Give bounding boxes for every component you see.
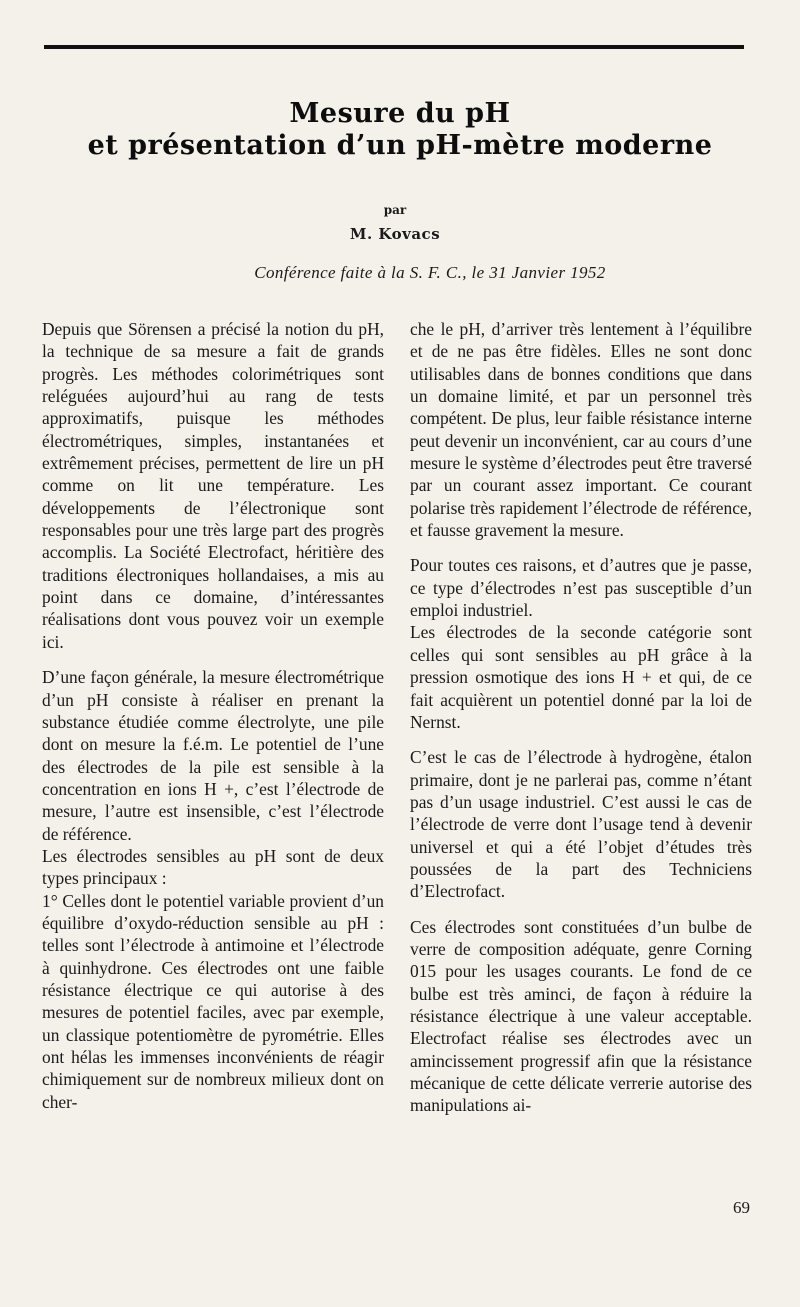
article-title-line-2: et présentation d’un pH-mètre moderne <box>87 130 713 161</box>
paragraph: Les électrodes sensibles au pH sont de deux types principaux : <box>42 845 384 889</box>
paragraph: C’est le cas de l’électrode à hydrogène, étalon primaire, dont je ne parlerai pas, comme n’étant pas d’un usage industriel. C’est aussi le cas de l’électrode de verre dont l’usage tend à devenir universel et qui a été l’objet d’études très poussées de la part des Techniciens d’Electrofact. <box>410 747 752 902</box>
paragraph: 1° Celles dont le potentiel variable provient d’un équilibre d’oxydo-réduction sensible au pH : telles sont l’électrode à antimoine et l’électrode à quinhydrone. Ces électrodes ont une faible résistance électrique ce qui autorise à des mesures de potentiel faciles, avec par exemple, un classique potentiomètre de pyrométrie. Elles ont hélas les immenses inconvénients de réagir chimiquement sur de nombreux milieux dont on cher- <box>42 890 384 1112</box>
conference-note: Conférence faite à la S. F. C., le 31 Janvier 1952 <box>254 263 606 282</box>
paragraph: Ces électrodes sont constituées d’un bulbe de verre de composition adéquate, genre Corning 015 pour les usages courants. Le fond de ce bulbe est très aminci, de façon à réduire la résistance électrique à une valeur acceptable. Electrofact réalise ses électrodes avec un amincissement progressif afin que la résistance mécanique de cette délicate verrerie autorise des manipulations ai- <box>410 916 752 1116</box>
paragraph: Depuis que Sörensen a précisé la notion du pH, la technique de sa mesure a fait de grands progrès. Les méthodes colorimétriques sont reléguées aujourd’hui au rang de tests approximatifs, puisque les méthodes électrométriques, simples, instantanées et extrêmement précises, permettent de lire un pH comme on lit une température. Les développements de l’électronique sont responsables pour une très large part des progrès accomplis. La Société Electrofact, héritière des traditions électroniques hollandaises, a mis au point dans ce domaine, d’intéressantes réalisations dont vous pouvez voir un exemple ici. <box>42 319 384 652</box>
paragraph: D’une façon générale, la mesure électrométrique d’un pH consiste à réaliser en prenant la substance étudiée comme électrolyte, une pile dont on mesure la f.é.m. Le potentiel de l’une des électrodes de la pile est sensible à la concentration en ions H +, c’est l’électrode de mesure, l’autre est insensible, c’est l’électrode de référence. <box>42 667 384 844</box>
top-rule <box>44 45 744 49</box>
byline-par: par <box>383 203 407 217</box>
paragraph: che le pH, d’arriver très lentement à l’équilibre et de ne pas être fidèles. Elles ne sont donc utilisables dans de bonnes conditions que dans un domaine limité, et par un personnel très compétent. De plus, leur faible résistance interne peut devenir un inconvénient, car au cours d’une mesure le système d’électrodes peut être traversé par un courant assez important. Ce courant polarise très rapidement l’électrode de référence, et fausse gravement la mesure. <box>410 319 752 541</box>
left-column <box>42 318 384 1113</box>
right-column <box>410 318 752 1117</box>
paragraph: Pour toutes ces raisons, et d’autres que je passe, ce type d’électrodes n’est pas susceptible d’un emploi industriel. <box>410 555 752 621</box>
page-number: 69 <box>733 1198 750 1217</box>
paragraph: Les électrodes de la seconde catégorie sont celles qui sont sensibles au pH grâce à la pression osmotique des ions H + et qui, de ce fait acquièrent un potentiel donné par la loi de Nernst. <box>410 622 752 732</box>
article-title-line-1: Mesure du pH <box>289 98 511 129</box>
author-name: M. Kovacs <box>349 225 441 243</box>
